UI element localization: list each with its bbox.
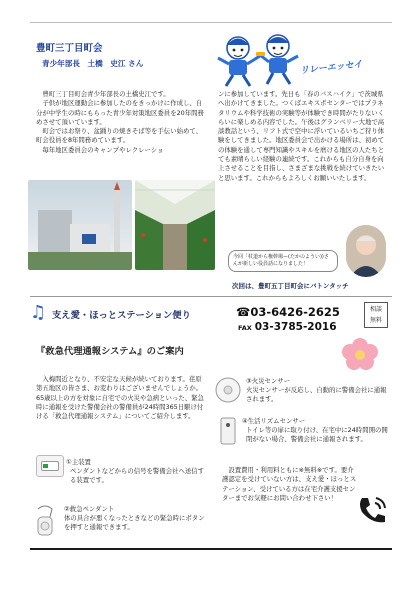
station-title: 支え愛・ほっとステーション便り xyxy=(52,310,191,321)
music-note-icon: ♫ xyxy=(30,302,47,323)
expo-center-photo xyxy=(28,180,132,270)
portrait-photo xyxy=(346,225,386,277)
portrait-caption: 今回「杖道から権幹場ー(たかのようい))さんが新しい役員話になりました！ xyxy=(228,250,338,272)
fire-sensor-icon xyxy=(214,376,242,404)
article-paragraph: 毎年地区委員会のキャンプやレクレーショ xyxy=(42,145,164,154)
article-right-column xyxy=(218,90,386,183)
article-paragraph: ンに参加しています。先日も「春のバスハイク」で茨城県へ出かけてきました。つくばエキスポセンターではプラネタリウムや科学技術の実験等が体験でき時間がたりないくらいに楽しめる内容でした。午後はグランベリー大地で高談教話という、リフト式で空中に浮いているいちご狩り体験をしてきました。地区委員会で出かける場所は、初めての体験を通して専門知識やスキルを磨ける地区の人たちとても素晴らしい経験の連続です。これからも自分自身を向上させることを目指し、さまざまな挑戦を続けていきたいと思います。これからもよろしくお願いいたします。 xyxy=(218,90,385,182)
item4-title: ④生活リズムセンサー xyxy=(242,417,306,425)
flower-illustration xyxy=(330,332,390,377)
strawberry-greenhouse-photo xyxy=(135,180,215,270)
top-rule xyxy=(30,22,392,23)
main-unit-device-icon xyxy=(36,455,64,477)
article-heading: 豊町三丁目町会 xyxy=(36,43,103,54)
next-baton-note: 次回は、豊町五丁目町会にバトンタッチ xyxy=(232,282,349,290)
fax-number: 03-3785-2016 xyxy=(254,321,337,333)
consult-line2: 無料 xyxy=(369,317,382,324)
item4-text: トイレ等の扉に取り付け、在宅中に24時間開の開閉がない場合、警備会社に通報されます。 xyxy=(246,426,388,444)
middle-rule xyxy=(30,296,392,297)
rhythm-sensor-icon xyxy=(218,416,238,446)
phone-icon xyxy=(354,492,390,528)
relay-essay-title: リレーエッセイ xyxy=(299,59,363,77)
article-subheading: 青少年部長 土橋 史江 さん xyxy=(42,59,144,68)
item1-text: ペンダントなどからの信号を警備会社へ送信する装置です。 xyxy=(70,467,205,485)
free-consultation-badge xyxy=(364,302,388,328)
closing-paragraph: 設置費用・利用料ともに※無料※です。要介護認定を受けていない方は、支え愛・ほっとステーション、受けている方は在宅介護支援センターまでお気軽にお問い合わせ下さい！ xyxy=(222,466,357,502)
article-left-column xyxy=(36,90,204,155)
phone-number: ☎03-6426-2625 xyxy=(236,305,340,319)
fax-label: FAX xyxy=(238,324,252,332)
item2-title: ②救急ペンダント xyxy=(64,505,115,513)
item1-title: ①主装置 xyxy=(66,458,91,466)
intro-paragraph: 入梅間近となり、不安定な天候が続いております。荏原第五地区の皆さま、お変わりはございませんでしょうか。65歳以上の方を対象に自宅での火災や急病といった、緊急時に通報を受けた警備会社の警備員が24時間365日駆け付ける「救急代理通報システム」についてご紹介します。 xyxy=(36,375,204,421)
article-paragraph: 豊町三丁目町会青少年部長の土橋史江です。 xyxy=(42,90,170,98)
fax-line xyxy=(238,320,337,335)
item2-text: 体の具合が悪くなったときなどの緊急時にボタンを押すと通報できます。 xyxy=(64,514,205,532)
article-paragraph: 町会ではお祭り、盆踊りの焼きそば等を手伝い始めて、町会役員を8年間務めています。 xyxy=(36,127,203,145)
pendant-icon xyxy=(30,505,60,537)
article-paragraph: 子供が地区運動会に参加したのをきっかけに作成し、自分が中学生の時にもらった青少年対策地区委員を20年間務めさせて頂いています。 xyxy=(36,99,204,126)
item3-title: ③火災センサー xyxy=(246,377,291,385)
bottom-rule xyxy=(30,548,392,550)
item3-text: 火災センサーが反応し、自動的に警備会社に通報されます。 xyxy=(246,386,387,404)
section-title: 『救急代理通報システム』のご案内 xyxy=(36,346,184,357)
consult-line1: 相談 xyxy=(369,306,382,313)
